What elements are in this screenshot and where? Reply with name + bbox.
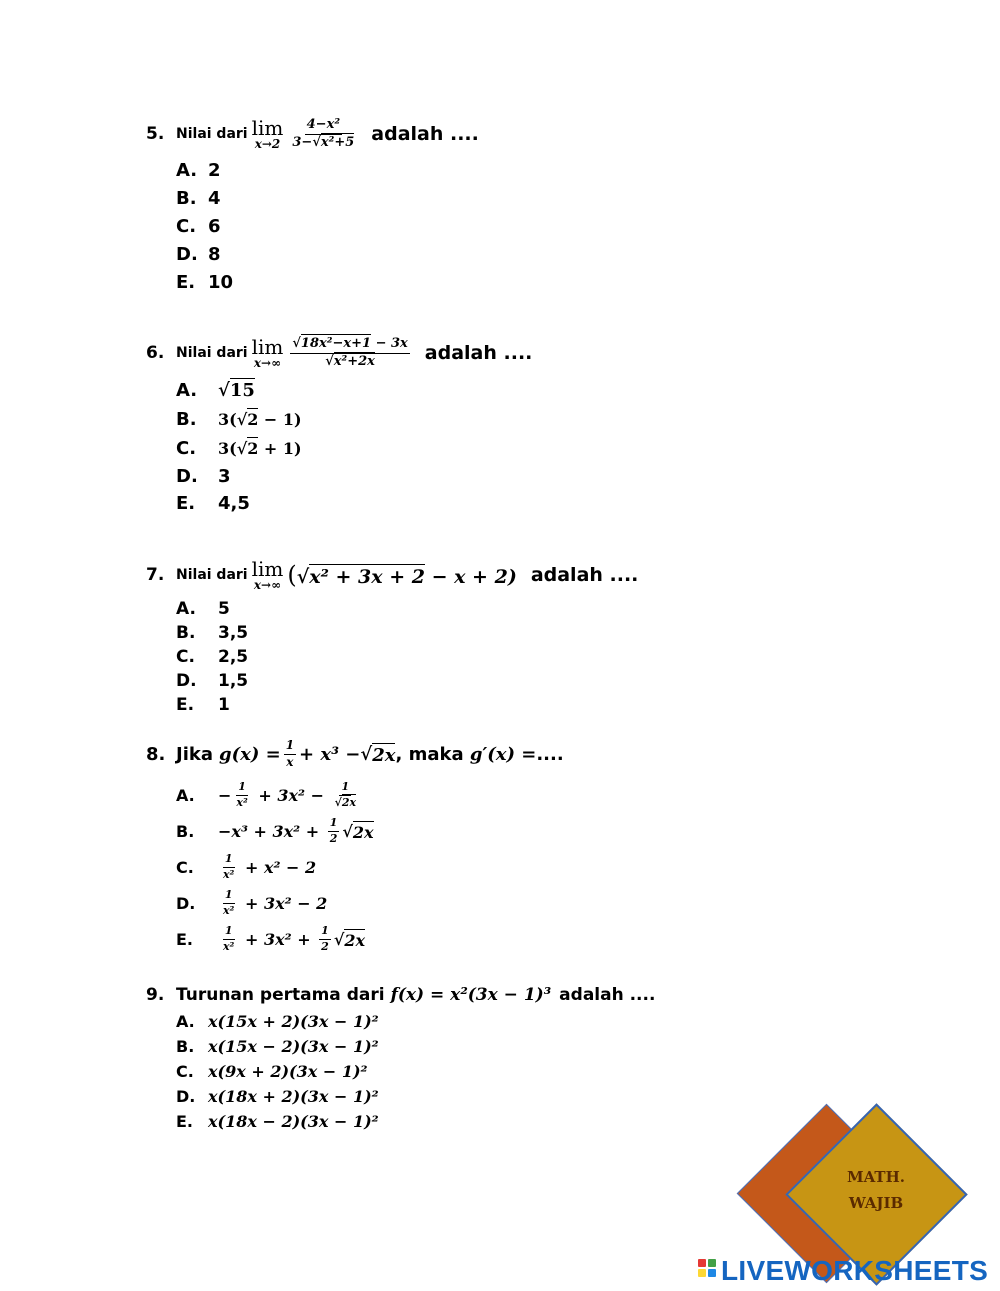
lim-word: lim (251, 116, 284, 141)
option-label: A. (176, 1012, 195, 1031)
fraction (284, 739, 296, 770)
option-text: 5 (218, 599, 230, 619)
option-d[interactable] (176, 1084, 655, 1109)
option-c[interactable] (176, 434, 532, 463)
denominator: x (286, 754, 294, 769)
radicand: 2 (247, 409, 259, 429)
option-text: 3(√2 + 1) (218, 438, 302, 458)
limit-operator (252, 559, 284, 591)
question-suffix: adalah .... (424, 342, 533, 365)
option-text: x(15x + 2)(3x − 1)² (208, 1012, 379, 1031)
question-number: 9. (146, 985, 165, 1005)
denominator: x² (223, 868, 235, 882)
option-text: 3,5 (218, 623, 249, 643)
question-prefix: Jika (176, 743, 213, 765)
option-text: 8 (208, 244, 221, 266)
option-label: B. (176, 188, 197, 210)
badge-line-1: MATH. (847, 1168, 905, 1186)
option-text: 4,5 (218, 492, 250, 514)
option-a[interactable] (176, 1009, 655, 1034)
logo-text: LIVEWORKSHEETS (721, 1255, 989, 1286)
numerator: 1 (223, 889, 235, 904)
limit-fraction (290, 118, 356, 151)
radicand: 2x (344, 931, 366, 951)
expr-part: + 1) (258, 438, 302, 458)
option-label: C. (176, 437, 197, 459)
option-text: x(18x + 2)(3x − 1)² (208, 1087, 379, 1106)
option-text: 1 (218, 695, 230, 715)
option-d[interactable] (176, 669, 638, 693)
option-label: E. (176, 492, 196, 514)
question-6-stem (146, 337, 532, 370)
question-number: 6. (146, 343, 165, 364)
radicand: 2x (341, 796, 357, 810)
option-text: √15 (218, 379, 255, 401)
question-7 (146, 559, 638, 717)
connector-word: maka (402, 743, 470, 765)
function-definition: g(x) = $\frac{1}{x}$ + x³ − √ 2x (218, 738, 396, 769)
numerator: 1 (328, 817, 340, 832)
option-d[interactable] (176, 463, 532, 490)
radicand: x² + 3x + 2 (309, 566, 425, 588)
option-d[interactable] (176, 886, 564, 922)
option-b[interactable] (176, 1034, 655, 1059)
options-list (176, 157, 479, 297)
option-text: x(18x − 2)(3x − 1)² (208, 1112, 379, 1131)
question-8-stem (146, 739, 564, 770)
numerator: 1 (284, 739, 296, 755)
logo-icon (698, 1259, 718, 1283)
lim-word: lim (251, 335, 284, 360)
option-text: 2 (208, 160, 221, 182)
num-tail: − 3x (371, 336, 408, 351)
expr-part: 3( (218, 438, 237, 458)
option-d[interactable] (176, 241, 479, 269)
subject-badge (735, 1110, 975, 1270)
denominator: 3−√x²+5 (292, 134, 355, 150)
options-list (176, 376, 532, 517)
option-label: C. (176, 216, 197, 238)
fraction (221, 925, 236, 953)
radicand: 15 (229, 379, 255, 401)
denominator: 2 (329, 832, 338, 846)
option-text: 6 (208, 216, 221, 238)
expr-part: −x³ + 3x² + (218, 822, 325, 842)
fraction (319, 925, 331, 953)
option-text: x(9x + 2)(3x − 1)² (208, 1062, 368, 1081)
option-text: −x³ + 3x² + $\frac{1}{2}$ √ 2x (218, 816, 374, 846)
paren: ( (287, 561, 297, 589)
option-b[interactable] (176, 814, 564, 850)
option-text: 2,5 (218, 647, 249, 667)
option-label: D. (176, 465, 198, 487)
option-label: E. (176, 930, 194, 950)
option-b[interactable] (176, 405, 532, 434)
numerator: 1 (339, 781, 351, 796)
option-c[interactable] (176, 645, 638, 669)
option-label: D. (176, 894, 196, 914)
options-list (176, 597, 638, 717)
question-suffix: adalah .... (530, 564, 639, 586)
option-label: B. (176, 623, 196, 643)
option-b[interactable] (176, 621, 638, 645)
option-label: D. (176, 671, 197, 691)
expr-part: g(x) = (218, 743, 281, 765)
question-number: 8. (146, 743, 166, 765)
option-label: E. (176, 695, 195, 715)
expr-part: − 1) (258, 409, 302, 429)
numerator: √18x²−x+1 − 3x (290, 337, 409, 354)
question-5-stem (146, 118, 479, 151)
question-suffix: adalah .... (559, 985, 656, 1005)
liveworksheets-logo (698, 1255, 988, 1287)
fraction (221, 889, 236, 917)
radicand: 18x²−x+1 (300, 336, 372, 351)
option-label: D. (176, 244, 198, 266)
option-label: E. (176, 1112, 194, 1131)
fraction (333, 781, 358, 809)
option-text (218, 889, 327, 917)
option-label: D. (176, 1087, 196, 1106)
fraction (221, 853, 236, 881)
denominator: √x²+2x (325, 353, 375, 369)
option-label: C. (176, 858, 194, 878)
lim-subscript: x→∞ (253, 578, 282, 592)
dots: .... (536, 743, 564, 765)
options-list (176, 1009, 655, 1134)
option-text: 4 (208, 188, 221, 210)
option-label: B. (176, 822, 195, 842)
numerator: 1 (223, 925, 235, 940)
radicand: 2x (352, 823, 374, 843)
option-text (218, 853, 316, 881)
option-text: 10 (208, 272, 234, 294)
question-7-stem (146, 559, 638, 591)
numerator: 1 (223, 853, 235, 868)
question-prefix: Turunan pertama dari (176, 985, 385, 1005)
limit-expression: (√x² + 3x + 2 − x + 2) (287, 561, 517, 589)
expr-part: + x² − 2 (239, 858, 317, 878)
option-label: C. (176, 647, 195, 667)
option-label: E. (176, 272, 196, 294)
denominator: 2 (321, 940, 329, 954)
question-5 (146, 118, 479, 297)
option-label: A. (176, 599, 196, 619)
numerator: 1 (236, 781, 248, 796)
option-c[interactable] (176, 213, 479, 241)
comma: , (395, 743, 403, 765)
limit-operator (252, 118, 284, 150)
lim-word: lim (251, 557, 284, 581)
denominator: √2x (334, 796, 357, 810)
expr-part: + x³ − (299, 743, 361, 765)
expr-part: + 3x² + (239, 930, 317, 950)
lim-subscript: x→∞ (253, 356, 282, 371)
option-text: 1,5 (218, 671, 249, 691)
expr-tail: − x + 2) (424, 566, 517, 588)
denominator: x² (223, 940, 235, 954)
option-c[interactable] (176, 1059, 655, 1084)
option-a[interactable] (176, 157, 479, 185)
question-8 (146, 739, 564, 958)
option-e[interactable] (176, 490, 532, 517)
question-prefix: Nilai dari (176, 567, 248, 583)
fraction (328, 817, 340, 845)
option-a[interactable] (176, 778, 564, 814)
question-6 (146, 337, 532, 517)
option-e[interactable] (176, 1109, 655, 1134)
radicand: x²+2x (333, 353, 375, 369)
fraction (234, 781, 249, 809)
limit-operator (252, 337, 284, 369)
option-a[interactable] (176, 376, 532, 405)
function-expression: f(x) = x²(3x − 1)³ (390, 985, 552, 1005)
radicand: x²+5 (320, 134, 355, 150)
option-e[interactable] (176, 693, 638, 717)
denominator: x² (236, 796, 248, 810)
options-list (176, 778, 564, 958)
numerator: 1 (319, 925, 331, 940)
limit-fraction (290, 337, 409, 370)
radicand: 2 (247, 438, 259, 458)
expr-part: 3( (218, 409, 237, 429)
question-prefix: Nilai dari (176, 345, 248, 362)
option-label: A. (176, 379, 198, 401)
option-label: B. (176, 408, 197, 430)
denominator: x² (223, 904, 235, 918)
option-text: 3(√2 − 1) (218, 409, 302, 429)
option-label: A. (176, 160, 198, 182)
option-text: $\frac{1}{\text{x²}}$ + 3x² + $\frac{1}{2}$ √ 2x (223, 924, 366, 954)
expr-part: − (218, 786, 232, 806)
option-text: 3 (218, 465, 231, 487)
expr-part: + 3x² − (252, 786, 330, 806)
option-e[interactable] (176, 269, 479, 297)
option-c[interactable] (176, 850, 564, 886)
question-number: 7. (146, 565, 165, 585)
option-b[interactable] (176, 185, 479, 213)
derivative-expression: g′(x) = (469, 743, 537, 765)
badge-label (841, 1165, 911, 1216)
radicand: 2x (372, 744, 396, 766)
option-text: x(15x − 2)(3x − 1)² (208, 1037, 379, 1056)
den-part: 3− (292, 134, 313, 150)
expr-part: + 3x² − 2 (239, 894, 328, 914)
numerator: 4−x² (305, 118, 342, 135)
option-text (218, 781, 361, 809)
question-9-stem (146, 985, 655, 1005)
option-a[interactable] (176, 597, 638, 621)
lim-subscript: x→2 (254, 137, 281, 152)
option-label: B. (176, 1037, 195, 1056)
question-9 (146, 985, 655, 1134)
question-number: 5. (146, 124, 165, 145)
option-label: C. (176, 1062, 194, 1081)
question-suffix: adalah .... (371, 123, 479, 146)
badge-line-2: WAJIB (848, 1193, 904, 1212)
option-e[interactable] (176, 922, 564, 958)
option-label: A. (176, 786, 195, 806)
question-prefix: Nilai dari (176, 126, 248, 143)
